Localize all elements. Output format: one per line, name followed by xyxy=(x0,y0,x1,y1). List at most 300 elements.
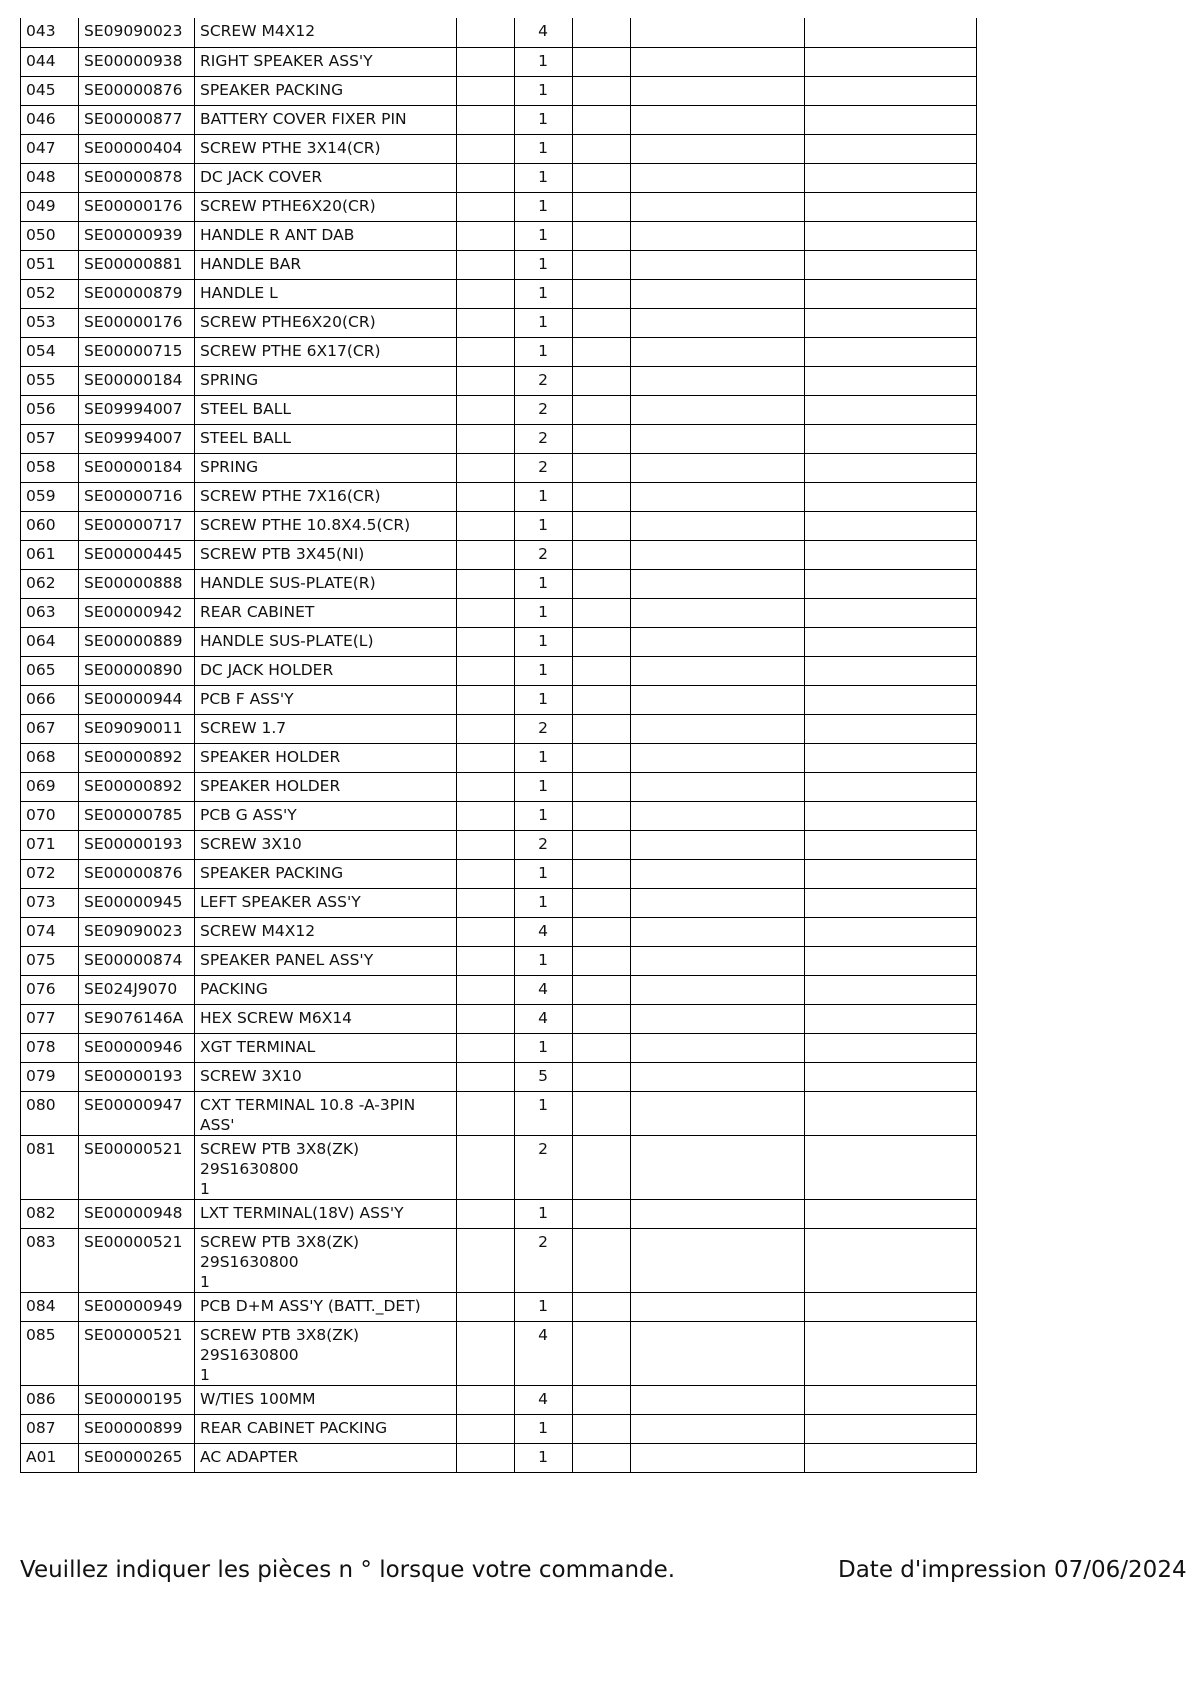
part-number-cell: 047 xyxy=(21,134,79,163)
table-row xyxy=(21,482,977,511)
quantity-cell: 1 xyxy=(515,656,573,685)
empty-cell xyxy=(631,1062,805,1091)
empty-cell xyxy=(805,743,977,772)
part-code-cell: SE00000785 xyxy=(79,801,195,830)
part-code-cell: SE00000877 xyxy=(79,105,195,134)
empty-cell xyxy=(805,308,977,337)
part-code-cell: SE00000715 xyxy=(79,337,195,366)
part-code-cell: SE00000878 xyxy=(79,163,195,192)
empty-cell xyxy=(805,395,977,424)
empty-cell xyxy=(573,163,631,192)
quantity-cell: 1 xyxy=(515,337,573,366)
empty-cell xyxy=(631,801,805,830)
empty-cell xyxy=(631,1033,805,1062)
part-description-cell: SCREW PTHE 7X16(CR) xyxy=(195,482,457,511)
part-code-cell: SE00000184 xyxy=(79,453,195,482)
part-description-cell: BATTERY COVER FIXER PIN xyxy=(195,105,457,134)
part-number-cell: 083 xyxy=(21,1228,79,1292)
empty-cell xyxy=(631,888,805,917)
quantity-cell: 1 xyxy=(515,1033,573,1062)
part-number-cell: 043 xyxy=(21,18,79,47)
empty-cell xyxy=(457,482,515,511)
empty-cell xyxy=(631,917,805,946)
empty-cell xyxy=(573,685,631,714)
table-row xyxy=(21,279,977,308)
quantity-cell: 1 xyxy=(515,1443,573,1472)
empty-cell xyxy=(457,685,515,714)
part-number-cell: 065 xyxy=(21,656,79,685)
empty-cell xyxy=(631,424,805,453)
part-description-cell: RIGHT SPEAKER ASS'Y xyxy=(195,47,457,76)
quantity-cell: 1 xyxy=(515,743,573,772)
empty-cell xyxy=(631,18,805,47)
quantity-cell: 4 xyxy=(515,1321,573,1385)
empty-cell xyxy=(457,47,515,76)
quantity-cell: 1 xyxy=(515,888,573,917)
empty-cell xyxy=(805,511,977,540)
quantity-cell: 1 xyxy=(515,1199,573,1228)
quantity-cell: 1 xyxy=(515,250,573,279)
table-row xyxy=(21,250,977,279)
part-code-cell: SE09994007 xyxy=(79,424,195,453)
empty-cell xyxy=(805,18,977,47)
part-number-cell: 063 xyxy=(21,598,79,627)
table-row xyxy=(21,859,977,888)
empty-cell xyxy=(457,627,515,656)
empty-cell xyxy=(573,453,631,482)
empty-cell xyxy=(631,482,805,511)
table-row xyxy=(21,1414,977,1443)
quantity-cell: 2 xyxy=(515,830,573,859)
part-code-cell: SE00000892 xyxy=(79,743,195,772)
table-row xyxy=(21,569,977,598)
quantity-cell: 1 xyxy=(515,1414,573,1443)
empty-cell xyxy=(457,1004,515,1033)
quantity-cell: 1 xyxy=(515,511,573,540)
quantity-cell: 1 xyxy=(515,105,573,134)
empty-cell xyxy=(805,946,977,975)
empty-cell xyxy=(573,221,631,250)
table-row xyxy=(21,163,977,192)
part-number-cell: 074 xyxy=(21,917,79,946)
part-code-cell: SE00000876 xyxy=(79,859,195,888)
empty-cell xyxy=(457,453,515,482)
table-row xyxy=(21,627,977,656)
empty-cell xyxy=(805,1135,977,1199)
empty-cell xyxy=(457,830,515,859)
part-code-cell: SE09090023 xyxy=(79,917,195,946)
part-description-cell: SCREW 1.7 xyxy=(195,714,457,743)
part-code-cell: SE00000876 xyxy=(79,76,195,105)
table-row xyxy=(21,308,977,337)
empty-cell xyxy=(631,975,805,1004)
order-note: Veuillez indiquer les pièces n ° lorsque votre commande. xyxy=(20,1557,676,1583)
part-number-cell: 048 xyxy=(21,163,79,192)
empty-cell xyxy=(805,598,977,627)
empty-cell xyxy=(457,917,515,946)
part-description-cell: DC JACK HOLDER xyxy=(195,656,457,685)
part-description-cell: SCREW PTHE 10.8X4.5(CR) xyxy=(195,511,457,540)
part-number-cell: 057 xyxy=(21,424,79,453)
empty-cell xyxy=(457,569,515,598)
empty-cell xyxy=(805,47,977,76)
part-description-cell: PCB D+M ASS'Y (BATT._DET) xyxy=(195,1292,457,1321)
empty-cell xyxy=(573,250,631,279)
part-code-cell: SE00000939 xyxy=(79,221,195,250)
empty-cell xyxy=(631,830,805,859)
empty-cell xyxy=(805,801,977,830)
empty-cell xyxy=(457,598,515,627)
quantity-cell: 2 xyxy=(515,540,573,569)
empty-cell xyxy=(631,308,805,337)
quantity-cell: 1 xyxy=(515,569,573,598)
part-description-cell: LEFT SPEAKER ASS'Y xyxy=(195,888,457,917)
empty-cell xyxy=(631,511,805,540)
empty-cell xyxy=(457,76,515,105)
empty-cell xyxy=(457,714,515,743)
empty-cell xyxy=(805,1228,977,1292)
empty-cell xyxy=(457,1443,515,1472)
empty-cell xyxy=(573,888,631,917)
part-description-cell: SPRING xyxy=(195,366,457,395)
table-row xyxy=(21,685,977,714)
empty-cell xyxy=(573,1228,631,1292)
empty-cell xyxy=(573,424,631,453)
empty-cell xyxy=(805,482,977,511)
part-code-cell: SE09090023 xyxy=(79,18,195,47)
part-description-cell: HANDLE BAR xyxy=(195,250,457,279)
part-code-cell: SE00000195 xyxy=(79,1385,195,1414)
part-number-cell: 086 xyxy=(21,1385,79,1414)
part-code-cell: SE00000717 xyxy=(79,511,195,540)
table-row xyxy=(21,975,977,1004)
part-description-cell: PCB G ASS'Y xyxy=(195,801,457,830)
empty-cell xyxy=(805,1004,977,1033)
table-row xyxy=(21,1033,977,1062)
part-code-cell: SE00000879 xyxy=(79,279,195,308)
quantity-cell: 1 xyxy=(515,163,573,192)
empty-cell xyxy=(457,801,515,830)
part-description-cell: STEEL BALL xyxy=(195,424,457,453)
description-line: SCREW PTB 3X8(ZK) 29S1630800 xyxy=(200,1325,360,1364)
table-row xyxy=(21,743,977,772)
part-number-cell: 084 xyxy=(21,1292,79,1321)
description-line-continued: 1 xyxy=(200,1272,210,1291)
empty-cell xyxy=(631,1228,805,1292)
part-description-cell: XGT TERMINAL xyxy=(195,1033,457,1062)
part-number-cell: 049 xyxy=(21,192,79,221)
part-number-cell: 058 xyxy=(21,453,79,482)
part-code-cell: SE00000184 xyxy=(79,366,195,395)
part-code-cell: SE9076146A xyxy=(79,1004,195,1033)
quantity-cell: 2 xyxy=(515,424,573,453)
part-description-cell: REAR CABINET PACKING xyxy=(195,1414,457,1443)
part-number-cell: 075 xyxy=(21,946,79,975)
empty-cell xyxy=(573,917,631,946)
part-description-cell: HANDLE R ANT DAB xyxy=(195,221,457,250)
empty-cell xyxy=(457,511,515,540)
table-row xyxy=(21,1443,977,1472)
empty-cell xyxy=(631,76,805,105)
part-description-cell: HANDLE SUS-PLATE(R) xyxy=(195,569,457,598)
empty-cell xyxy=(631,453,805,482)
description-line-continued: 1 xyxy=(200,1179,210,1198)
empty-cell xyxy=(457,1385,515,1414)
empty-cell xyxy=(573,192,631,221)
part-description-cell: HEX SCREW M6X14 xyxy=(195,1004,457,1033)
empty-cell xyxy=(805,76,977,105)
table-row xyxy=(21,946,977,975)
empty-cell xyxy=(573,1135,631,1199)
table-row xyxy=(21,1199,977,1228)
empty-cell xyxy=(457,18,515,47)
empty-cell xyxy=(457,1199,515,1228)
empty-cell xyxy=(457,1228,515,1292)
empty-cell xyxy=(631,743,805,772)
empty-cell xyxy=(805,1292,977,1321)
empty-cell xyxy=(631,1414,805,1443)
empty-cell xyxy=(631,569,805,598)
table-row xyxy=(21,395,977,424)
quantity-cell: 1 xyxy=(515,76,573,105)
part-code-cell: SE00000890 xyxy=(79,656,195,685)
empty-cell xyxy=(631,685,805,714)
quantity-cell: 1 xyxy=(515,192,573,221)
part-code-cell: SE00000404 xyxy=(79,134,195,163)
empty-cell xyxy=(573,975,631,1004)
table-row xyxy=(21,540,977,569)
part-description-cell: STEEL BALL xyxy=(195,395,457,424)
empty-cell xyxy=(457,1091,515,1135)
part-description-cell: HANDLE SUS-PLATE(L) xyxy=(195,627,457,656)
part-number-cell: 069 xyxy=(21,772,79,801)
empty-cell xyxy=(631,946,805,975)
empty-cell xyxy=(573,279,631,308)
empty-cell xyxy=(457,221,515,250)
empty-cell xyxy=(805,685,977,714)
part-number-cell: 064 xyxy=(21,627,79,656)
empty-cell xyxy=(573,395,631,424)
empty-cell xyxy=(805,714,977,743)
empty-cell xyxy=(631,627,805,656)
empty-cell xyxy=(573,1443,631,1472)
empty-cell xyxy=(805,163,977,192)
empty-cell xyxy=(457,1292,515,1321)
quantity-cell: 1 xyxy=(515,47,573,76)
empty-cell xyxy=(573,1062,631,1091)
empty-cell xyxy=(573,1199,631,1228)
quantity-cell: 1 xyxy=(515,685,573,714)
part-code-cell: SE00000521 xyxy=(79,1321,195,1385)
empty-cell xyxy=(631,1004,805,1033)
part-code-cell: SE00000948 xyxy=(79,1199,195,1228)
table-row xyxy=(21,337,977,366)
quantity-cell: 1 xyxy=(515,221,573,250)
empty-cell xyxy=(805,627,977,656)
part-number-cell: 056 xyxy=(21,395,79,424)
empty-cell xyxy=(805,1385,977,1414)
empty-cell xyxy=(573,105,631,134)
part-code-cell: SE00000942 xyxy=(79,598,195,627)
empty-cell xyxy=(457,975,515,1004)
part-number-cell: 060 xyxy=(21,511,79,540)
table-row xyxy=(21,511,977,540)
part-number-cell: 068 xyxy=(21,743,79,772)
empty-cell xyxy=(631,656,805,685)
part-number-cell: 052 xyxy=(21,279,79,308)
part-number-cell: 053 xyxy=(21,308,79,337)
part-description-cell: PCB F ASS'Y xyxy=(195,685,457,714)
part-number-cell: A01 xyxy=(21,1443,79,1472)
empty-cell xyxy=(457,250,515,279)
parts-table xyxy=(20,18,977,1473)
part-number-cell: 044 xyxy=(21,47,79,76)
empty-cell xyxy=(631,163,805,192)
quantity-cell: 1 xyxy=(515,279,573,308)
empty-cell xyxy=(805,192,977,221)
table-row xyxy=(21,1135,977,1199)
empty-cell xyxy=(631,540,805,569)
quantity-cell: 1 xyxy=(515,482,573,511)
part-description-cell: SCREW PTHE 6X17(CR) xyxy=(195,337,457,366)
part-number-cell: 045 xyxy=(21,76,79,105)
empty-cell xyxy=(805,830,977,859)
part-code-cell: SE00000892 xyxy=(79,772,195,801)
empty-cell xyxy=(805,105,977,134)
quantity-cell: 1 xyxy=(515,859,573,888)
table-row xyxy=(21,888,977,917)
empty-cell xyxy=(805,1199,977,1228)
empty-cell xyxy=(457,888,515,917)
empty-cell xyxy=(631,279,805,308)
empty-cell xyxy=(457,743,515,772)
quantity-cell: 1 xyxy=(515,772,573,801)
empty-cell xyxy=(573,337,631,366)
table-row xyxy=(21,1321,977,1385)
part-number-cell: 046 xyxy=(21,105,79,134)
part-number-cell: 082 xyxy=(21,1199,79,1228)
parts-table-body xyxy=(21,18,977,1472)
part-code-cell: SE00000889 xyxy=(79,627,195,656)
empty-cell xyxy=(573,47,631,76)
part-description-cell: CXT TERMINAL 10.8 -A-3PIN ASS' xyxy=(195,1091,457,1135)
part-number-cell: 059 xyxy=(21,482,79,511)
part-number-cell: 055 xyxy=(21,366,79,395)
empty-cell xyxy=(805,279,977,308)
empty-cell xyxy=(805,337,977,366)
quantity-cell: 2 xyxy=(515,714,573,743)
table-row xyxy=(21,1062,977,1091)
part-number-cell: 081 xyxy=(21,1135,79,1199)
part-description-cell: SCREW M4X12 xyxy=(195,917,457,946)
part-code-cell: SE00000521 xyxy=(79,1228,195,1292)
part-number-cell: 054 xyxy=(21,337,79,366)
table-row xyxy=(21,192,977,221)
empty-cell xyxy=(631,105,805,134)
empty-cell xyxy=(805,1062,977,1091)
empty-cell xyxy=(573,714,631,743)
empty-cell xyxy=(457,1033,515,1062)
empty-cell xyxy=(631,1199,805,1228)
empty-cell xyxy=(805,1443,977,1472)
empty-cell xyxy=(805,772,977,801)
part-description-cell xyxy=(195,1321,457,1385)
quantity-cell: 4 xyxy=(515,1004,573,1033)
empty-cell xyxy=(457,163,515,192)
part-code-cell: SE00000888 xyxy=(79,569,195,598)
empty-cell xyxy=(457,366,515,395)
empty-cell xyxy=(805,569,977,598)
empty-cell xyxy=(631,1135,805,1199)
empty-cell xyxy=(573,656,631,685)
table-row xyxy=(21,1091,977,1135)
quantity-cell: 2 xyxy=(515,366,573,395)
empty-cell xyxy=(805,221,977,250)
empty-cell xyxy=(631,1385,805,1414)
empty-cell xyxy=(457,279,515,308)
table-row xyxy=(21,47,977,76)
description-line: SCREW PTB 3X8(ZK) 29S1630800 xyxy=(200,1232,360,1271)
empty-cell xyxy=(573,1385,631,1414)
quantity-cell: 1 xyxy=(515,1091,573,1135)
empty-cell xyxy=(573,1414,631,1443)
empty-cell xyxy=(805,424,977,453)
part-code-cell: SE024J9070 xyxy=(79,975,195,1004)
empty-cell xyxy=(573,366,631,395)
empty-cell xyxy=(805,656,977,685)
part-description-cell: SCREW 3X10 xyxy=(195,830,457,859)
empty-cell xyxy=(573,308,631,337)
empty-cell xyxy=(631,134,805,163)
part-number-cell: 085 xyxy=(21,1321,79,1385)
empty-cell xyxy=(573,627,631,656)
empty-cell xyxy=(573,1004,631,1033)
empty-cell xyxy=(457,1414,515,1443)
part-code-cell: SE00000521 xyxy=(79,1135,195,1199)
quantity-cell: 1 xyxy=(515,627,573,656)
empty-cell xyxy=(631,1443,805,1472)
part-description-cell: HANDLE L xyxy=(195,279,457,308)
quantity-cell: 1 xyxy=(515,134,573,163)
quantity-cell: 4 xyxy=(515,975,573,1004)
empty-cell xyxy=(457,772,515,801)
empty-cell xyxy=(457,192,515,221)
part-number-cell: 077 xyxy=(21,1004,79,1033)
empty-cell xyxy=(631,395,805,424)
part-description-cell: AC ADAPTER xyxy=(195,1443,457,1472)
part-description-cell: DC JACK COVER xyxy=(195,163,457,192)
empty-cell xyxy=(573,18,631,47)
part-description-cell: SCREW PTHE 3X14(CR) xyxy=(195,134,457,163)
part-number-cell: 078 xyxy=(21,1033,79,1062)
table-row xyxy=(21,1004,977,1033)
empty-cell xyxy=(573,772,631,801)
quantity-cell: 1 xyxy=(515,946,573,975)
part-number-cell: 087 xyxy=(21,1414,79,1443)
empty-cell xyxy=(573,134,631,163)
part-description-cell xyxy=(195,1228,457,1292)
quantity-cell: 2 xyxy=(515,1135,573,1199)
part-number-cell: 051 xyxy=(21,250,79,279)
part-description-cell: SPEAKER HOLDER xyxy=(195,772,457,801)
part-number-cell: 076 xyxy=(21,975,79,1004)
part-description-cell: LXT TERMINAL(18V) ASS'Y xyxy=(195,1199,457,1228)
empty-cell xyxy=(573,511,631,540)
empty-cell xyxy=(631,1321,805,1385)
empty-cell xyxy=(631,221,805,250)
part-description-cell: SCREW PTB 3X45(NI) xyxy=(195,540,457,569)
empty-cell xyxy=(805,366,977,395)
